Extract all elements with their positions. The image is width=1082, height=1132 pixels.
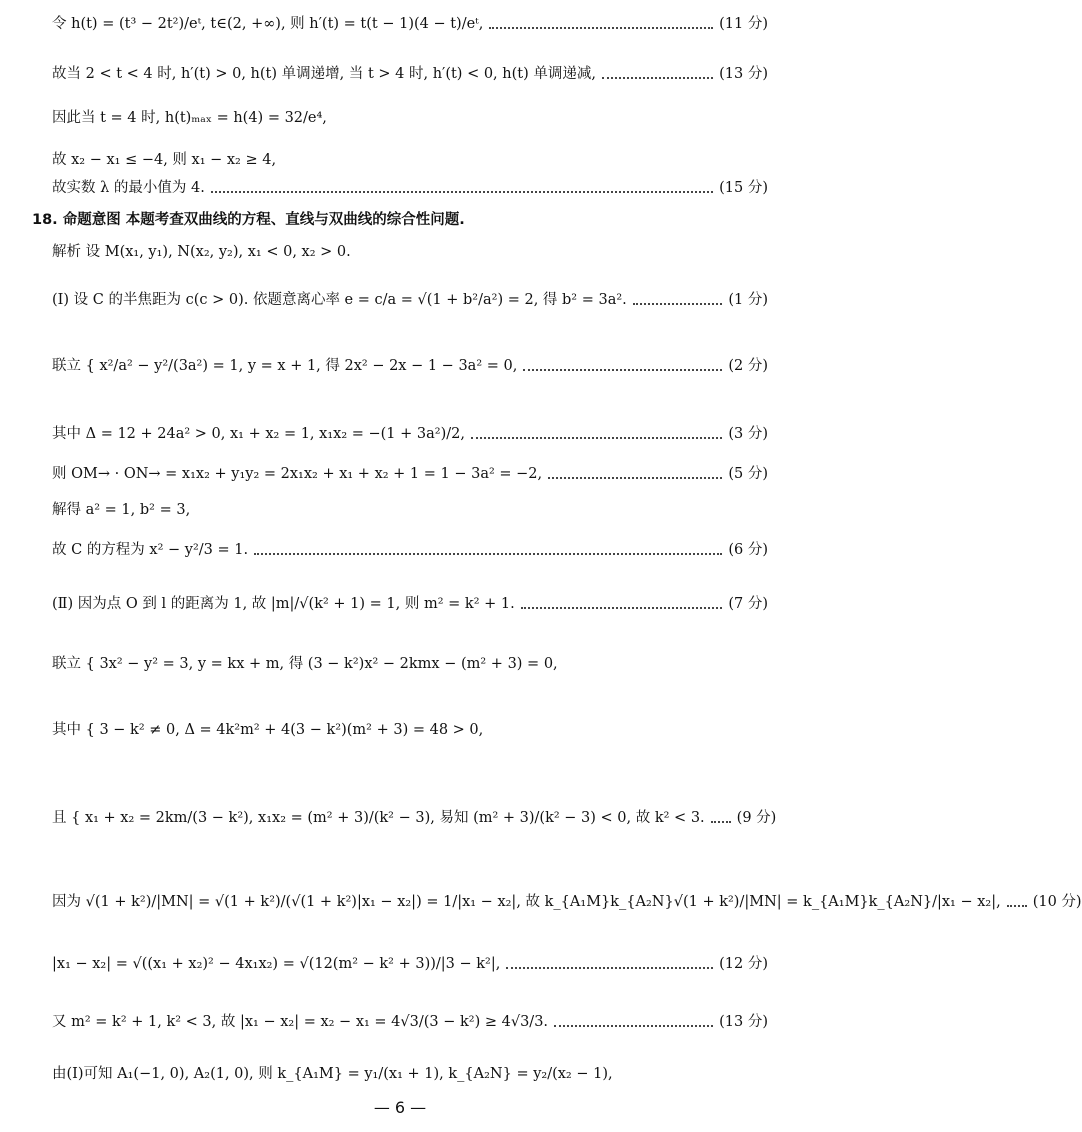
leader-dots — [523, 369, 722, 371]
line-20 — [52, 1012, 768, 1032]
line-text: 故当 2 < t < 4 时, h′(t) > 0, h(t) 单调递增, 当 t > 4 时, h′(t) < 0, h(t) 单调递减, — [52, 66, 596, 82]
score: (2 分) — [728, 358, 768, 374]
line-text: (Ⅱ) 因为点 O 到 l 的距离为 1, 故 |m|/√(k² + 1) = 1, 则 m² = k² + 1. — [52, 596, 515, 612]
line-8 — [52, 290, 768, 310]
line-text: 则 OM→ · ON→ = x₁x₂ + y₁y₂ = 2x₁x₂ + x₁ + x₂ + 1 = 1 − 3a² = −2, — [52, 466, 543, 482]
line-4 — [52, 150, 768, 170]
line-12 — [52, 500, 768, 520]
leader-dots — [633, 303, 723, 305]
leader-dots — [548, 477, 722, 479]
leader-dots — [506, 967, 713, 969]
score: (13 分) — [719, 66, 768, 82]
line-text: |x₁ − x₂| = √((x₁ + x₂)² − 4x₁x₂) = √(12(m² − k² + 3))/|3 − k²|, — [52, 956, 501, 972]
line-text: 联立 { 3x² − y² = 3, y = kx + m, 得 (3 − k²)x² − 2kmx − (m² + 3) = 0, — [52, 656, 558, 672]
line-text: 且 { x₁ + x₂ = 2km/(3 − k²), x₁x₂ = (m² + 3)/(k² − 3), 易知 (m² + 3)/(k² − 3) < 0, 故 k² < 3. — [52, 810, 705, 826]
leader-dots — [489, 27, 713, 29]
line-text: 因为 √(1 + k²)/|MN| = √(1 + k²)/(√(1 + k²)|x₁ − x₂|) = 1/|x₁ − x₂|, 故 k_{A₁M}k_{A₂N}√(1 + k²)/|MN| = k_{A₁M}k_{A₂N}/|x₁ − x₂|, — [52, 894, 1001, 910]
score: (12 分) — [719, 956, 768, 972]
line-text: 因此当 t = 4 时, h(t)ₘₐₓ = h(4) = 32/e⁴, — [52, 110, 327, 126]
line-21 — [52, 1064, 768, 1084]
line-text: 又 m² = k² + 1, k² < 3, 故 |x₁ − x₂| = x₂ − x₁ = 4√3/(3 − k²) ≥ 4√3/3. — [52, 1014, 549, 1030]
line-text: 故实数 λ 的最小值为 4. — [52, 180, 205, 196]
line-17 — [52, 808, 777, 828]
line-2 — [52, 64, 768, 84]
line-text: 其中 { 3 − k² ≠ 0, Δ = 4k²m² + 4(3 − k²)(m² + 3) = 48 > 0, — [52, 722, 484, 738]
analysis-intro — [52, 242, 768, 262]
leader-dots — [471, 437, 722, 439]
line-19 — [52, 954, 768, 974]
line-10 — [52, 424, 768, 444]
line-text: (Ⅰ) 设 C 的半焦距为 c(c > 0). 依题意离心率 e = c/a = √(1 + b²/a²) = 2, 得 b² = 3a². — [52, 292, 627, 308]
question-heading — [32, 210, 768, 230]
leader-dots — [602, 77, 713, 79]
score: (1 分) — [728, 292, 768, 308]
line-text: 18. 命题意图 本题考查双曲线的方程、直线与双曲线的综合性问题. — [32, 212, 465, 228]
line-text: 故 C 的方程为 x² − y²/3 = 1. — [52, 542, 249, 558]
score: (11 分) — [719, 16, 768, 32]
line-5 — [52, 178, 768, 198]
line-14 — [52, 594, 768, 614]
line-text: 解得 a² = 1, b² = 3, — [52, 502, 191, 518]
score: (7 分) — [728, 596, 768, 612]
line-text: 解析 设 M(x₁, y₁), N(x₂, y₂), x₁ < 0, x₂ > 0. — [52, 244, 351, 260]
page-number: — 6 — — [373, 1098, 427, 1117]
line-18 — [52, 892, 1082, 912]
leader-dots — [211, 191, 713, 193]
line-13 — [52, 540, 768, 560]
score: (6 分) — [728, 542, 768, 558]
line-text: 令 h(t) = (t³ − 2t²)/eᵗ, t∈(2, +∞), 则 h′(t) = t(t − 1)(4 − t)/eᵗ, — [52, 16, 484, 32]
leader-dots — [254, 553, 722, 555]
score: (13 分) — [719, 1014, 768, 1030]
line-16 — [52, 720, 768, 740]
line-15 — [52, 654, 768, 674]
leader-dots — [1007, 905, 1027, 907]
line-1 — [52, 14, 768, 34]
score: (10 分) — [1032, 894, 1082, 910]
line-text: 其中 Δ = 12 + 24a² > 0, x₁ + x₂ = 1, x₁x₂ = −(1 + 3a²)/2, — [52, 426, 465, 442]
score: (5 分) — [728, 466, 768, 482]
score: (9 分) — [736, 810, 777, 826]
score: (15 分) — [719, 180, 768, 196]
line-text: 联立 { x²/a² − y²/(3a²) = 1, y = x + 1, 得 2x² − 2x − 1 − 3a² = 0, — [52, 358, 518, 374]
leader-dots — [521, 607, 723, 609]
line-11 — [52, 464, 768, 484]
leader-dots — [554, 1025, 713, 1027]
score: (3 分) — [728, 426, 768, 442]
line-3 — [52, 108, 768, 128]
line-text: 故 x₂ − x₁ ≤ −4, 则 x₁ − x₂ ≥ 4, — [52, 152, 277, 168]
line-text: 由(Ⅰ)可知 A₁(−1, 0), A₂(1, 0), 则 k_{A₁M} = y₁/(x₁ + 1), k_{A₂N} = y₂/(x₂ − 1), — [52, 1066, 613, 1082]
leader-dots — [711, 821, 731, 823]
line-9 — [52, 356, 768, 376]
